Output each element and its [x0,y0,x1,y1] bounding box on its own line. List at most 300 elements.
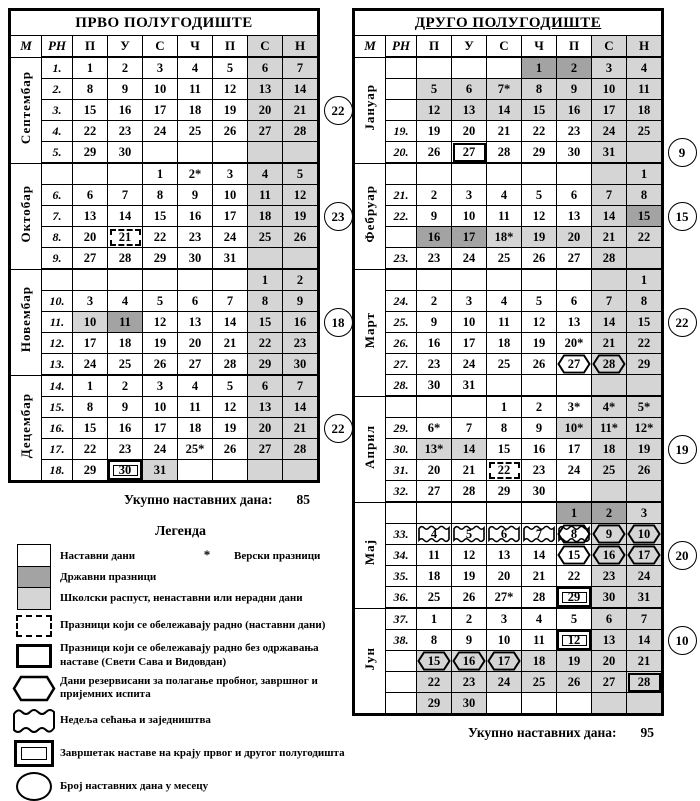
day-cell [108,269,143,291]
day-cell: 3 [487,608,522,630]
day-cell: 24 [557,460,592,481]
day-cell: 7 [283,375,318,397]
day-cell: 17 [452,227,487,248]
day-cell [627,481,662,503]
day-cell: 2 [417,291,452,312]
day-cell: 24 [592,121,627,142]
day-cell: 27 [592,672,627,693]
day-cell: 10 [143,397,178,418]
week-number: 27. [386,354,417,375]
day-cell: 30 [557,142,592,164]
day-cell: 19 [522,227,557,248]
day-cell [487,163,522,185]
day-cell: 2 [592,502,627,524]
day-cell [592,693,627,714]
day-cell [487,57,522,79]
legend-item-school-break [8,589,353,611]
day-cell [452,163,487,185]
day-cell: 14 [108,206,143,227]
weekday-header: У [108,36,143,58]
day-cell: 4 [522,608,557,630]
day-cell: 24 [73,354,108,376]
day-cell: 7 [522,524,557,545]
day-cell: 17 [213,206,248,227]
day-cell [143,142,178,164]
day-cell: 28 [452,481,487,503]
day-cell: 20 [178,333,213,354]
weekday-header: П [73,36,108,58]
day-cell: 18 [627,100,662,121]
calendar-week-row [355,651,662,672]
day-cell: 10* [557,418,592,439]
legend-item-teaching-days-count [8,772,353,801]
week-number [42,163,73,185]
day-cell: 22 [248,333,283,354]
calendar-week-row [355,672,662,693]
day-cell [283,248,318,270]
calendar-week-row [11,121,318,142]
legend-label: Празници који се обележавају радно без одржавања наставе (Свети Сава и Видовдан) [60,642,319,668]
day-cell: 5 [417,79,452,100]
day-cell: 1 [487,396,522,418]
day-cell: 27 [417,481,452,503]
day-cell: 18 [108,333,143,354]
day-cell: 17 [452,333,487,354]
day-cell: 20 [417,460,452,481]
week-number: 18. [42,460,73,481]
day-cell: 14 [592,206,627,227]
day-cell: 26 [417,142,452,164]
calendar-week-row [11,397,318,418]
day-cell [73,269,108,291]
week-number [386,693,417,714]
day-cell: 31 [213,248,248,270]
day-cell: 20 [592,651,627,672]
day-cell: 25 [178,121,213,142]
day-cell: 4 [417,524,452,545]
day-cell: 27 [178,354,213,376]
day-cell: 13 [487,545,522,566]
day-cell: 26 [627,460,662,481]
legend [8,524,353,801]
day-cell: 19 [522,333,557,354]
day-cell: 6 [248,57,283,79]
day-cell [487,375,522,397]
calendar-week-row [355,227,662,248]
calendar-week-row [11,227,318,248]
day-cell: 4 [178,375,213,397]
day-cell: 3* [557,396,592,418]
day-cell: 8 [73,397,108,418]
day-cell: 28 [592,354,627,375]
day-cell: 16 [108,418,143,439]
day-cell: 12 [557,630,592,651]
day-cell: 6 [487,524,522,545]
day-cell: 28 [283,439,318,460]
calendar-week-row [355,142,662,164]
second-semester-calendar [354,10,662,714]
day-cell: 20 [248,100,283,121]
day-cell: 14 [592,312,627,333]
day-cell [592,269,627,291]
day-cell: 19 [452,566,487,587]
month-label: Фебруар [355,163,386,269]
day-cell: 22 [522,121,557,142]
day-cell: 1 [627,269,662,291]
day-cell: 22 [627,227,662,248]
day-cell: 12 [143,312,178,333]
legend-swatch-state-holiday [17,566,51,589]
day-cell [283,460,318,481]
day-cell: 21 [283,418,318,439]
day-cell: 9 [108,397,143,418]
day-cell: 2 [557,57,592,79]
day-cell: 29 [627,354,662,375]
day-cell: 2 [522,396,557,418]
day-cell: 15 [417,651,452,672]
day-cell [452,396,487,418]
calendar-week-row [355,396,662,418]
legend-item-teaching-days [8,544,353,567]
day-cell: 6 [557,291,592,312]
day-cell: 28 [627,672,662,693]
day-cell: 24 [143,439,178,460]
day-cell: 15 [248,312,283,333]
first-semester-calendar [10,10,318,481]
calendar-week-row [11,163,318,185]
day-cell: 11 [178,79,213,100]
day-cell [178,460,213,481]
calendar-week-row [11,185,318,206]
day-cell: 16 [417,333,452,354]
day-cell: 25 [522,672,557,693]
day-cell: 18 [522,651,557,672]
week-number: 2. [42,79,73,100]
calendar-week-row [355,333,662,354]
day-cell [417,396,452,418]
calendar-week-row [11,57,318,79]
day-cell [417,163,452,185]
week-number: 30. [386,439,417,460]
week-number: 23. [386,248,417,270]
day-cell: 7 [213,291,248,312]
day-cell: 11* [592,418,627,439]
calendar-week-row [11,439,318,460]
day-cell: 19 [213,418,248,439]
day-cell: 30 [417,375,452,397]
day-cell: 17 [73,333,108,354]
week-number: 31. [386,460,417,481]
week-number [386,227,417,248]
legend-label: Празници који се обележавају радно (наставни дани) [60,619,326,632]
week-number: 24. [386,291,417,312]
day-cell: 2 [108,57,143,79]
day-cell: 5 [213,375,248,397]
day-cell [452,57,487,79]
teaching-days-count: 18 [324,308,353,337]
day-cell: 13 [592,630,627,651]
day-cell: 22 [73,121,108,142]
week-number [386,269,417,291]
day-cell: 24 [143,121,178,142]
day-cell: 12 [213,397,248,418]
week-number [386,100,417,121]
day-cell: 26 [522,248,557,270]
day-cell: 31 [452,375,487,397]
calendar-week-row [355,291,662,312]
day-cell: 4 [108,291,143,312]
month-label: Јануар [355,57,386,163]
day-cell: 7 [592,291,627,312]
month-label: Октобар [11,163,42,269]
day-cell [417,57,452,79]
day-cell: 10 [73,312,108,333]
day-cell: 31 [627,587,662,609]
day-cell: 1 [143,163,178,185]
day-cell: 20 [73,227,108,248]
day-cell: 11 [248,185,283,206]
day-cell: 27 [248,121,283,142]
legend-item-state-holidays [8,567,353,589]
day-cell: 26 [283,227,318,248]
calendar-week-row [355,502,662,524]
month-label: Септембар [11,57,42,163]
day-cell: 28 [592,248,627,270]
day-cell: 3 [143,375,178,397]
legend-label: Школски распуст, ненаставни или нерадни дани [60,592,303,605]
week-number: 15. [42,397,73,418]
day-cell: 11 [627,79,662,100]
day-cell: 9 [557,79,592,100]
day-cell [248,142,283,164]
week-number [386,651,417,672]
day-cell: 25 [487,248,522,270]
day-cell: 20 [452,121,487,142]
semester-title: ДРУГО ПОЛУГОДИШТЕ [355,11,662,36]
calendar-week-row [355,545,662,566]
day-cell [73,163,108,185]
day-cell [557,269,592,291]
day-cell: 6 [73,185,108,206]
week-number: 12. [42,333,73,354]
calendar-week-row [355,460,662,481]
day-cell: 21 [522,566,557,587]
day-cell: 13 [248,79,283,100]
month-label: Јун [355,608,386,714]
day-cell [213,269,248,291]
day-cell: 7 [108,185,143,206]
day-cell: 4 [487,185,522,206]
week-number [386,502,417,524]
teaching-days-count: 20 [668,541,697,570]
weekday-header: С [592,36,627,58]
day-cell: 23 [557,121,592,142]
day-cell: 7* [487,79,522,100]
day-cell: 9 [178,185,213,206]
week-number: 33. [386,524,417,545]
day-cell: 31 [592,142,627,164]
day-cell: 7 [452,418,487,439]
week-number: 35. [386,566,417,587]
day-cell: 7 [283,57,318,79]
day-cell: 16 [522,439,557,460]
day-cell: 16 [452,651,487,672]
day-cell [592,163,627,185]
day-cell: 17 [143,100,178,121]
calendar-week-row [355,57,662,79]
day-cell: 30 [452,693,487,714]
day-cell: 9 [417,206,452,227]
day-cell [627,142,662,164]
calendar-week-row [11,333,318,354]
day-cell: 14 [487,100,522,121]
day-cell [487,693,522,714]
calendar-week-row [11,142,318,164]
day-cell: 11 [417,545,452,566]
day-cell [178,269,213,291]
day-cell: 23 [522,460,557,481]
teaching-days-count: 9 [668,138,697,167]
day-cell: 8 [627,291,662,312]
day-cell: 31 [143,460,178,481]
day-cell: 18 [592,439,627,460]
day-cell: 15 [143,206,178,227]
day-cell: 26 [143,354,178,376]
day-cell: 15 [557,545,592,566]
week-number [386,396,417,418]
week-number: 14. [42,375,73,397]
calendar-week-row [355,566,662,587]
legend-item-working-holidays [8,615,353,637]
day-cell: 16 [283,312,318,333]
day-cell: 16 [557,100,592,121]
day-cell: 5 [143,291,178,312]
day-cell: 8 [143,185,178,206]
day-cell: 29 [248,354,283,376]
day-cell [522,502,557,524]
day-cell: 22 [627,333,662,354]
day-cell [557,375,592,397]
day-cell: 8 [417,630,452,651]
day-cell: 11 [178,397,213,418]
day-cell: 24 [452,354,487,375]
day-cell [143,269,178,291]
day-cell: 9 [283,291,318,312]
teaching-days-count: 10 [668,626,697,655]
day-cell: 6* [417,418,452,439]
day-cell: 3 [627,502,662,524]
week-number: 17. [42,439,73,460]
day-cell: 30 [178,248,213,270]
week-number: 19. [386,121,417,142]
week-number: 9. [42,248,73,270]
day-cell: 9 [522,418,557,439]
day-cell: 3 [592,57,627,79]
legend-swatch-teaching-day [17,544,51,567]
day-cell: 5 [522,291,557,312]
calendar-week-row [355,693,662,714]
day-cell [557,693,592,714]
day-cell: 5 [557,608,592,630]
day-cell: 28 [487,142,522,164]
day-cell: 29 [143,248,178,270]
day-cell [213,460,248,481]
day-cell: 5 [522,185,557,206]
day-cell: 24 [487,672,522,693]
day-cell: 8 [487,418,522,439]
calendar-week-row [355,248,662,270]
legend-item-remembrance-week [8,707,353,735]
day-cell: 12 [522,312,557,333]
day-cell: 10 [452,312,487,333]
weekday-header: У [452,36,487,58]
calendar-week-row [355,481,662,503]
calendar-week-row [355,312,662,333]
calendar-week-row [11,418,318,439]
day-cell: 15 [73,100,108,121]
week-col-header: РН [386,36,417,58]
day-cell: 19 [283,206,318,227]
total-value: 85 [296,492,310,507]
religious-holiday-asterisk-icon: * [203,547,211,563]
day-cell: 2* [178,163,213,185]
calendar-week-row [355,587,662,609]
weekday-header: П [417,36,452,58]
day-cell: 6 [452,79,487,100]
day-cell: 4 [487,291,522,312]
day-cell: 13 [452,100,487,121]
second-semester-table-frame [352,8,664,716]
day-cell: 8 [522,79,557,100]
legend-label: Наставни дани [60,550,136,563]
day-cell: 25 [627,121,662,142]
week-number [386,163,417,185]
week-number: 28. [386,375,417,397]
day-cell: 3 [452,291,487,312]
day-cell: 14 [452,439,487,460]
day-cell: 6 [557,185,592,206]
week-number [386,57,417,79]
day-cell: 5 [452,524,487,545]
week-number: 26. [386,333,417,354]
day-cell: 17 [557,439,592,460]
day-cell: 21 [627,651,662,672]
calendar-week-row [355,439,662,460]
day-cell: 21 [108,227,143,248]
day-cell: 11 [487,312,522,333]
calendar-week-row [11,375,318,397]
legend-label-religious: Верски празници [234,550,321,563]
day-cell: 18 [178,418,213,439]
day-cell: 16 [108,100,143,121]
weekday-header: Ч [522,36,557,58]
day-cell [592,375,627,397]
day-cell: 17 [627,545,662,566]
day-cell [522,693,557,714]
week-number: 5. [42,142,73,164]
teaching-days-count: 23 [324,202,353,231]
weekday-header: С [143,36,178,58]
day-cell [627,693,662,714]
legend-swatch-school-break [17,587,51,610]
first-semester-section [8,8,352,508]
day-cell: 9 [452,630,487,651]
day-cell: 6 [592,608,627,630]
day-cell: 13 [178,312,213,333]
day-cell: 20 [557,227,592,248]
day-cell: 28 [108,248,143,270]
calendar-week-row [355,418,662,439]
